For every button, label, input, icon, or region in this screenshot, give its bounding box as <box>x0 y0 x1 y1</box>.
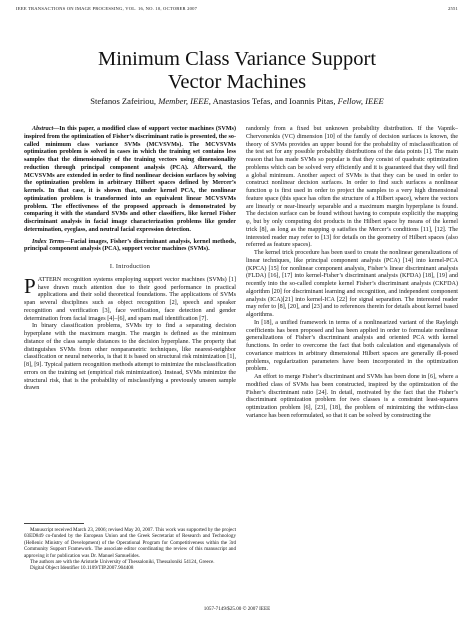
index-terms <box>24 239 236 255</box>
author-list <box>0 96 474 106</box>
intro-paragraph-1 <box>24 273 236 324</box>
right-paragraph-4: An effort to merge Fisher’s discriminant and SVMs has been done in [6], where a modified class of SVMs has been constructed, inspired by the optimization of the Fisher’s discriminant ratio [24]. In detail, motivated by the fact that the Fisher’s discriminant optimization problem for two classes is a constraint least-squares optimization problem [6], [23], [18], the problem of minimizing the within-class variance has been reformulated, so that it can be solved by constructing the <box>246 374 458 419</box>
title-line-1: Minimum Class Variance Support <box>97 48 377 70</box>
right-column <box>246 126 458 421</box>
footnote-manuscript: Manuscript received March 23, 2006; revised May 20, 2007. This work was supported by the project 03ED849 co-funded by the European Union and the Greek Secretariat of Research and Technology (Hellenic Ministry of Development) of the Operational Program for Competitiveness within the 3rd Community Support Framework. The associate editor coordinating the review of this manuscript and approving it for publication was Dr. Manuel Samuelides. <box>24 527 236 559</box>
right-paragraph-2: The kernel trick procedure has been used to create the nonlinear generalizations of linear techniques, like principal component analysis (PCA) [14] into kernel-PCA (KPCA) [15] for nonlinear component analysis, Fisher’s linear discriminant analysis (FLDA) [16], [17] into kernel-Fisher’s discriminant analysis (KFDA) [18], [19] and recently into the so-called complete kernel Fisher’s discriminant analysis (CKFDA) algorithm [20] for discriminant learning and recognition, and independent component analysis (ICA)[21] into kernel-ICA [22] for signal separation. The interested reader may refer to [8], [20], and [23] and to references therein for details about kernel based algorithms. <box>246 250 458 318</box>
journal-name: IEEE TRANSACTIONS ON IMAGE PROCESSING, VOL. 16, NO. 10, OCTOBER 2007 <box>16 6 198 11</box>
author-part-1: Stefanos Zafeiriou, <box>90 96 159 106</box>
abstract-text: —In this paper, a modified class of support vector machines (SVMs) inspired from the optimization of Fisher’s discriminant ratio is presented, the so-called minimum class variance SVMs (MCVSVMs). The MCVSVMs optimization problem is solved in cases in which the training set contains less samples that the dimensionality of the training vectors using dimensionality reduction through principal component analysis (PCA). Afterward, the MCVSVMs are extended in order to find nonlinear decision surfaces by solving the optimization problem in arbitrary Hilbert spaces defined by Mercer’s kernels. In that case, it is shown that, under kernel PCA, the nonlinear optimization problem is transformed into an equivalent linear MCVSVMs problem. The effectiveness of the proposed approach is demonstrated by comparing it with the standard SVMs and other classifiers, like kernel Fisher discriminant analysis in facial image characterization problems like gender determination, eyeglass, and neutral facial expression detection. <box>24 126 236 233</box>
abstract-label: Abstract <box>32 126 54 132</box>
left-column <box>24 126 236 393</box>
copyright-footer: 1057-7149/$25.00 © 2007 IEEE <box>203 606 271 612</box>
author-title-1: Member, IEEE <box>158 96 209 106</box>
intro-paragraph-1-text: ATTERN recognition systems employing support vector machines (SVMs) [1] have drawn much attention due to their good performance in practical applications and their solid theoretical foundations. The applications of SVMs span several disciplines such as object recognition [2], speech and speaker recognition and verification [3], face verification, face detection and gender determination from facial images [4]–[6], and spam mail identification [7]. <box>24 276 236 322</box>
index-terms-text: —Facial images, Fisher’s discriminant analysis, kernel methods, principal component analysis (PCA), support vector machines (SVMs). <box>24 238 236 253</box>
abstract <box>24 126 236 235</box>
footnote-rule <box>24 523 84 524</box>
right-paragraph-3: In [18], a unified framework in terms of a nonlinearized variant of the Rayleigh coefficients has been proposed and has been applied in order to formulate nonlinear generalizations of Fisher’s discriminant analysis and oriented PCA with kernel functions. In order to overcome the fact that both calculation and eigenanalysis of covariance matrices in arbitrary dimensional Hilbert spaces are generally ill-posed problems, regularization parameters have been incorporated in the optimization problem. <box>246 319 458 373</box>
author-part-2: , Anastasios Tefas, and Ioannis Pitas, <box>208 96 338 106</box>
author-title-2: Fellow, IEEE <box>337 96 384 106</box>
paper-title <box>0 48 474 93</box>
running-head <box>16 6 458 11</box>
title-line-2: Vector Machines <box>167 70 307 93</box>
intro-paragraph-2: In binary classification problems, SVMs try to find a separating decision hyperplane with the maximum margin. The margin is defined as the minimum distance of the class sample distances to the decision hyperplane. The property that distinguishes SVMs from other nonparametric techniques, like nearest-neighbor classification or neural networks, is that it is based on structural risk minimization [1], [8], [9]. Typical pattern recognition methods attempt to minimize the misclassification errors on the training set (empirical risk minimization). Instead, SVMs minimize the structural risk, that is the probability of misclassifying a previously unseen sample drawn <box>24 323 236 392</box>
footnote-doi: Digital Object Identifier 10.1109/TIP.2007.904408 <box>30 565 134 572</box>
index-terms-label: Index Terms <box>32 238 65 245</box>
section-heading-introduction: I. Introduction <box>109 263 151 270</box>
page-number: 2551 <box>448 6 458 11</box>
footnote-affiliation: The authors are with the Aristotle University of Thessaloniki, Thessaloniki 54124, Greece. <box>30 559 215 566</box>
footnote <box>24 527 236 572</box>
drop-cap: P <box>24 273 36 298</box>
right-paragraph-1: randomly from a fixed but unknown probability distribution. If the Vapnik–Chervonenkis (VC) dimension [10] of the family of decision surfaces is known, the theory of SVMs provides an upper bound for the probability of misclassification of the test set for any possible probability distributions of the data points [1]. The main reason that has made SVMs so popular is that they consist of quadratic optimization problems which can be solved very efficiently and it is guaranteed that they will find a global minimum. Another aspect of SVMs is that they can be used in order to construct nonlinear decision surfaces. In order to find such surfaces a nonlinear function φ is first used in order to project the samples to a very high dimensional feature space (this space has often the structure of a Hilbert space), where the vectors are linearly or near-linearly separable and a maximum margin hyperplane is found. The decision surface can be found without having to compute explicitly the mapping φ, but by only computing dot products in the Hilbert space by means of the kernel trick [8], as long as the mapping φ satisfies the Mercer’s conditions [11], [12]. The interested reader may refer to [13] for details on the geometry of Hilbert spaces (also referred as feature spaces). <box>246 126 458 249</box>
